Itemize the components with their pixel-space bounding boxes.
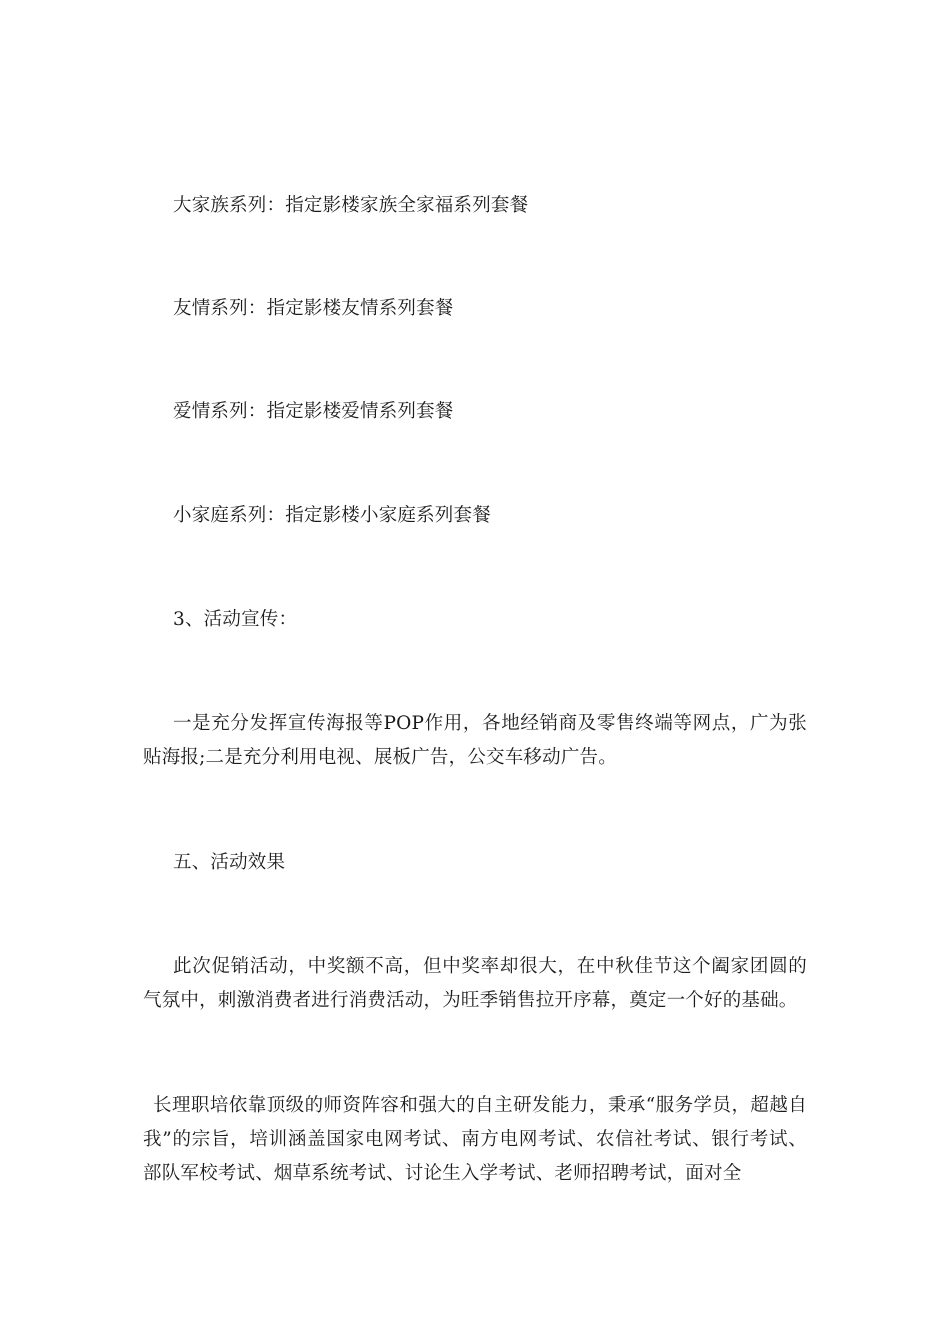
paragraph-small-family-series: 小家庭系列：指定影楼小家庭系列套餐 [173,505,491,526]
paragraph-training-intro: 长理职培依靠顶级的师资阵容和强大的自主研发能力，秉承“服务学员，超越自我”的宗旨，培训涵盖国家电网考试、南方电网考试、农信社考试、银行考试、部队军校考试、烟草系统考试、讨论生入学考试、老师招聘考试，面对全 [143,1095,807,1184]
paragraph-friendship-series: 友情系列：指定影楼友情系列套餐 [173,298,454,319]
paragraph-love-series: 爱情系列：指定影楼爱情系列套餐 [173,401,454,422]
heading-activity-effect: 五、活动效果 [173,852,286,873]
paragraph-effect-details: 此次促销活动，中奖额不高，但中奖率却很大，在中秋佳节这个阖家团圆的气氛中，刺激消费者进行消费活动，为旺季销售拉开序幕，奠定一个好的基础。 [143,956,807,1011]
paragraph-promotion-details: 一是充分发挥宣传海报等POP作用，各地经销商及零售终端等网点，广为张贴海报;二是充分利用电视、展板广告，公交车移动广告。 [143,713,807,768]
paragraph-family-series: 大家族系列：指定影楼家族全家福系列套餐 [173,195,529,216]
heading-activity-promotion: 3、活动宣传： [173,609,298,630]
